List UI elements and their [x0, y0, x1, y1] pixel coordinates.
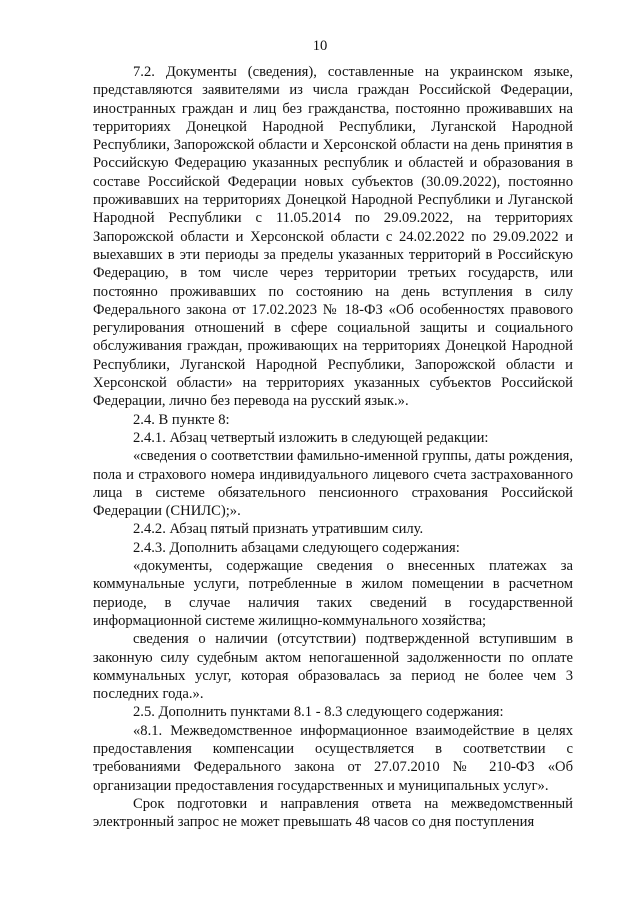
paragraph-2-4: 2.4. В пункте 8: — [133, 411, 230, 428]
paragraph-deadline: Срок подготовки и направления ответа на межведомственный электронный запрос не может превышать 48 часов со дня поступления — [93, 795, 573, 831]
paragraph-payments-quote: «документы, содержащие сведения о внесенных платежах за коммунальные услуги, потребленные в жилом помещении в расчетном периоде, в случае наличия таких сведений в государственной информационной системе жилищно-коммунального хозяйства; — [93, 558, 573, 629]
paragraph-8-1: «8.1. Межведомственное информационное взаимодействие в целях предоставления компенсации осуществляется в соответствии с требованиями Федерального закона от 27.07.2010 № 210-ФЗ «Об организации предоставления государственных и муниципальных услуг». — [93, 722, 573, 794]
paragraph-2-4-1: 2.4.1. Абзац четвертый изложить в следующей редакции: — [133, 429, 489, 446]
paragraph-snils-quote: «сведения о соответствии фамильно-именной группы, даты рождения, пола и страхового номера индивидуального лицевого счета застрахованного лица в системе обязательного пенсионного страхования Российской Федерации (СНИЛС);». — [93, 448, 573, 520]
document-body — [93, 63, 573, 831]
paragraph-7-2: 7.2. Документы (сведения), составленные на украинском языке, представляются заявителями из числа граждан Российской Федерации, иностранных граждан и лиц без гражданства, постоянно проживавших на территориях Донецкой Народной Республики, Луганской Народной Республики, Запорожской области и Херсонской области на день принятия в Российскую Федерацию указанных республик и областей и образования в составе Российской Федерации новых субъектов (30.09.2022), постоянно проживавших на территориях Донецкой Народной Республики и Луганской Народной Республики с 11.05.2014 по 29.09.2022, на территориях Запорожской области и Херсонской области с 24.02.2022 по 29.09.2022 и выехавших в эти периоды за пределы указанных территорий в Российскую Федерацию, в том числе через территории третьих государств, или постоянно проживавших по состоянию на день вступления в силу Федерального закона от 17.02.2023 № 18-ФЗ «Об особенностях правового регулирования отношений в сфере социальной защиты и социального обслуживания граждан, проживающих на территориях Донецкой Народной Республики, Луганской Народной Республики, Запорожской области и Херсонской области» на территориях указанных субъектов Российской Федерации, лично без перевода на русский язык.». — [93, 64, 573, 410]
paragraph-2-4-2: 2.4.2. Абзац пятый признать утратившим силу. — [133, 521, 424, 538]
paragraph-2-4-3: 2.4.3. Дополнить абзацами следующего содержания: — [133, 539, 460, 556]
paragraph-debt-quote: сведения о наличии (отсутствии) подтвержденной вступившим в законную силу судебным актом непогашенной задолженности по оплате коммунальных услуг, которая образовалась за период не более чем 3 последних года.». — [93, 631, 573, 703]
page-number: 10 — [312, 38, 328, 54]
paragraph-2-5: 2.5. Дополнить пунктами 8.1 - 8.3 следующего содержания: — [133, 704, 504, 721]
